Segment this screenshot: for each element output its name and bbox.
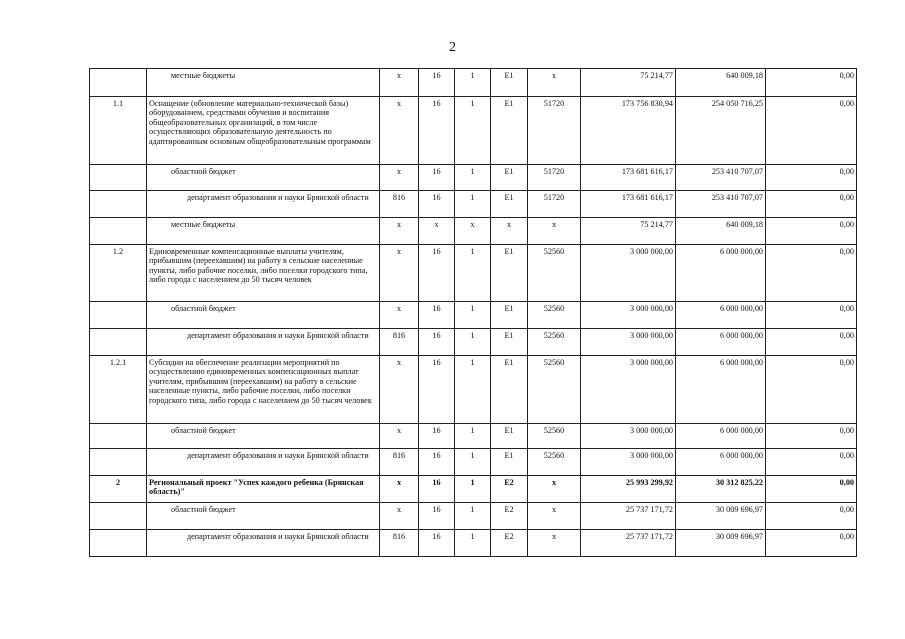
code-project: E1 <box>491 329 528 356</box>
amount-year-3: 0,00 <box>766 245 857 302</box>
amount-year-2: 30 009 696,97 <box>676 503 766 530</box>
row-number: 2 <box>90 476 147 503</box>
code-admin: 816 <box>380 329 419 356</box>
amount-year-3: 0,00 <box>766 449 857 476</box>
code-subsection: 1 <box>455 191 491 218</box>
row-number <box>90 302 147 329</box>
code-target: 52560 <box>528 302 581 329</box>
code-subsection: 1 <box>455 329 491 356</box>
code-project: E2 <box>491 503 528 530</box>
code-section: 16 <box>419 69 455 97</box>
row-name: областной бюджет <box>147 302 380 329</box>
code-subsection: 1 <box>455 69 491 97</box>
row-number <box>90 69 147 97</box>
code-section: x <box>419 218 455 245</box>
code-admin: 816 <box>380 191 419 218</box>
amount-year-2: 253 410 707,07 <box>676 191 766 218</box>
amount-year-1: 3 000 000,00 <box>581 329 676 356</box>
row-number <box>90 449 147 476</box>
row-number <box>90 503 147 530</box>
code-target: 52560 <box>528 356 581 424</box>
amount-year-2: 6 000 000,00 <box>676 245 766 302</box>
code-project: E1 <box>491 69 528 97</box>
amount-year-3: 0,00 <box>766 97 857 165</box>
amount-year-3: 0,00 <box>766 165 857 191</box>
amount-year-3: 0,00 <box>766 69 857 97</box>
code-admin: 816 <box>380 449 419 476</box>
code-target: x <box>528 476 581 503</box>
code-admin: x <box>380 356 419 424</box>
table-row <box>90 245 857 302</box>
row-name: местные бюджеты <box>147 69 380 97</box>
amount-year-1: 75 214,77 <box>581 69 676 97</box>
code-target: x <box>528 218 581 245</box>
amount-year-3: 0,00 <box>766 530 857 557</box>
row-number <box>90 329 147 356</box>
row-name: департамент образования и науки Брянской области <box>147 191 380 218</box>
code-target: 51720 <box>528 97 581 165</box>
amount-year-1: 3 000 000,00 <box>581 356 676 424</box>
row-number: 1.1 <box>90 97 147 165</box>
row-number <box>90 165 147 191</box>
budget-table <box>89 68 857 557</box>
code-project: E1 <box>491 302 528 329</box>
row-name: областной бюджет <box>147 503 380 530</box>
table-row <box>90 97 857 165</box>
code-target: x <box>528 69 581 97</box>
row-name: местные бюджеты <box>147 218 380 245</box>
amount-year-2: 6 000 000,00 <box>676 424 766 449</box>
code-admin: x <box>380 245 419 302</box>
code-section: 16 <box>419 165 455 191</box>
table-row <box>90 302 857 329</box>
code-section: 16 <box>419 476 455 503</box>
code-admin: x <box>380 503 419 530</box>
amount-year-1: 3 000 000,00 <box>581 449 676 476</box>
code-admin: x <box>380 218 419 245</box>
table-row <box>90 329 857 356</box>
row-number <box>90 530 147 557</box>
code-admin: 816 <box>380 530 419 557</box>
code-admin: x <box>380 97 419 165</box>
amount-year-2: 254 050 716,25 <box>676 97 766 165</box>
table-row <box>90 218 857 245</box>
code-project: E2 <box>491 476 528 503</box>
amount-year-1: 25 737 171,72 <box>581 503 676 530</box>
amount-year-1: 173 756 830,94 <box>581 97 676 165</box>
code-target: x <box>528 503 581 530</box>
code-project: E1 <box>491 165 528 191</box>
amount-year-1: 3 000 000,00 <box>581 245 676 302</box>
row-name: Единовременные компенсационные выплаты учителям, прибывшим (переехавшим) на работу в сельские населенные пункты, либо рабочие поселки, либо поселки городского типа, либо города с населением до 50 тысяч человек <box>147 245 380 302</box>
table-row <box>90 165 857 191</box>
code-project: E1 <box>491 424 528 449</box>
amount-year-2: 30 312 825,22 <box>676 476 766 503</box>
amount-year-2: 6 000 000,00 <box>676 449 766 476</box>
row-name: областной бюджет <box>147 165 380 191</box>
code-project: E2 <box>491 530 528 557</box>
code-admin: x <box>380 165 419 191</box>
amount-year-3: 0,00 <box>766 476 857 503</box>
code-section: 16 <box>419 424 455 449</box>
table-row <box>90 476 857 503</box>
code-section: 16 <box>419 356 455 424</box>
amount-year-1: 3 000 000,00 <box>581 302 676 329</box>
table-row <box>90 356 857 424</box>
code-target: 52560 <box>528 449 581 476</box>
amount-year-2: 6 000 000,00 <box>676 329 766 356</box>
code-project: E1 <box>491 191 528 218</box>
code-project: E1 <box>491 245 528 302</box>
code-project: E1 <box>491 97 528 165</box>
table-row <box>90 424 857 449</box>
code-section: 16 <box>419 245 455 302</box>
code-target: 52560 <box>528 329 581 356</box>
code-subsection: 1 <box>455 530 491 557</box>
code-subsection: 1 <box>455 356 491 424</box>
code-admin: x <box>380 424 419 449</box>
code-subsection: 1 <box>455 245 491 302</box>
code-project: E1 <box>491 356 528 424</box>
row-number: 1.2 <box>90 245 147 302</box>
code-admin: x <box>380 302 419 329</box>
code-section: 16 <box>419 302 455 329</box>
row-name: Региональный проект "Успех каждого ребенка (Брянская область)" <box>147 476 380 503</box>
code-project: x <box>491 218 528 245</box>
table-row <box>90 69 857 97</box>
amount-year-1: 25 993 299,92 <box>581 476 676 503</box>
code-subsection: 1 <box>455 449 491 476</box>
code-subsection: 1 <box>455 97 491 165</box>
code-section: 16 <box>419 503 455 530</box>
table-row <box>90 503 857 530</box>
amount-year-3: 0,00 <box>766 356 857 424</box>
table-body <box>90 69 857 557</box>
amount-year-1: 173 681 616,17 <box>581 191 676 218</box>
code-section: 16 <box>419 530 455 557</box>
amount-year-3: 0,00 <box>766 329 857 356</box>
row-name: областной бюджет <box>147 424 380 449</box>
amount-year-2: 640 009,18 <box>676 218 766 245</box>
code-section: 16 <box>419 191 455 218</box>
amount-year-2: 6 000 000,00 <box>676 356 766 424</box>
row-name: департамент образования и науки Брянской области <box>147 329 380 356</box>
amount-year-2: 640 009,18 <box>676 69 766 97</box>
code-subsection: 1 <box>455 424 491 449</box>
amount-year-1: 3 000 000,00 <box>581 424 676 449</box>
code-target: x <box>528 530 581 557</box>
code-admin: x <box>380 476 419 503</box>
amount-year-2: 30 009 696,97 <box>676 530 766 557</box>
amount-year-1: 75 214,77 <box>581 218 676 245</box>
code-section: 16 <box>419 329 455 356</box>
code-subsection: x <box>455 218 491 245</box>
code-project: E1 <box>491 449 528 476</box>
code-target: 52560 <box>528 424 581 449</box>
table-row <box>90 191 857 218</box>
row-number: 1.2.1 <box>90 356 147 424</box>
row-name: департамент образования и науки Брянской области <box>147 449 380 476</box>
code-section: 16 <box>419 449 455 476</box>
table-row <box>90 449 857 476</box>
code-subsection: 1 <box>455 165 491 191</box>
amount-year-3: 0,00 <box>766 218 857 245</box>
amount-year-1: 173 681 616,17 <box>581 165 676 191</box>
amount-year-3: 0,00 <box>766 424 857 449</box>
code-subsection: 1 <box>455 302 491 329</box>
code-subsection: 1 <box>455 476 491 503</box>
row-number <box>90 191 147 218</box>
row-name: департамент образования и науки Брянской области <box>147 530 380 557</box>
row-name: Оснащение (обновление материально-технической базы) оборудованием, средствами обучения и воспитания общеобразовательных организаций, в том числе осуществляющих образовательную деятельность по адаптированным основным общеобразовательным программам <box>147 97 380 165</box>
code-section: 16 <box>419 97 455 165</box>
code-subsection: 1 <box>455 503 491 530</box>
table-row <box>90 530 857 557</box>
row-number <box>90 218 147 245</box>
amount-year-2: 6 000 000,00 <box>676 302 766 329</box>
code-admin: x <box>380 69 419 97</box>
amount-year-3: 0,00 <box>766 503 857 530</box>
code-target: 51720 <box>528 191 581 218</box>
amount-year-1: 25 737 171,72 <box>581 530 676 557</box>
amount-year-3: 0,00 <box>766 302 857 329</box>
amount-year-3: 0,00 <box>766 191 857 218</box>
code-target: 52560 <box>528 245 581 302</box>
page-number: 2 <box>449 40 456 55</box>
code-target: 51720 <box>528 165 581 191</box>
row-number <box>90 424 147 449</box>
amount-year-2: 253 410 707,07 <box>676 165 766 191</box>
row-name: Субсидии на обеспечение реализации мероприятий по осуществлению единовременных компенсационных выплат учителям, прибывшим (переехавшим) на работу в сельские населенные пункты, либо рабочие поселки, либо поселки городского типа, либо города с населением до 50 тысяч человек <box>147 356 380 424</box>
